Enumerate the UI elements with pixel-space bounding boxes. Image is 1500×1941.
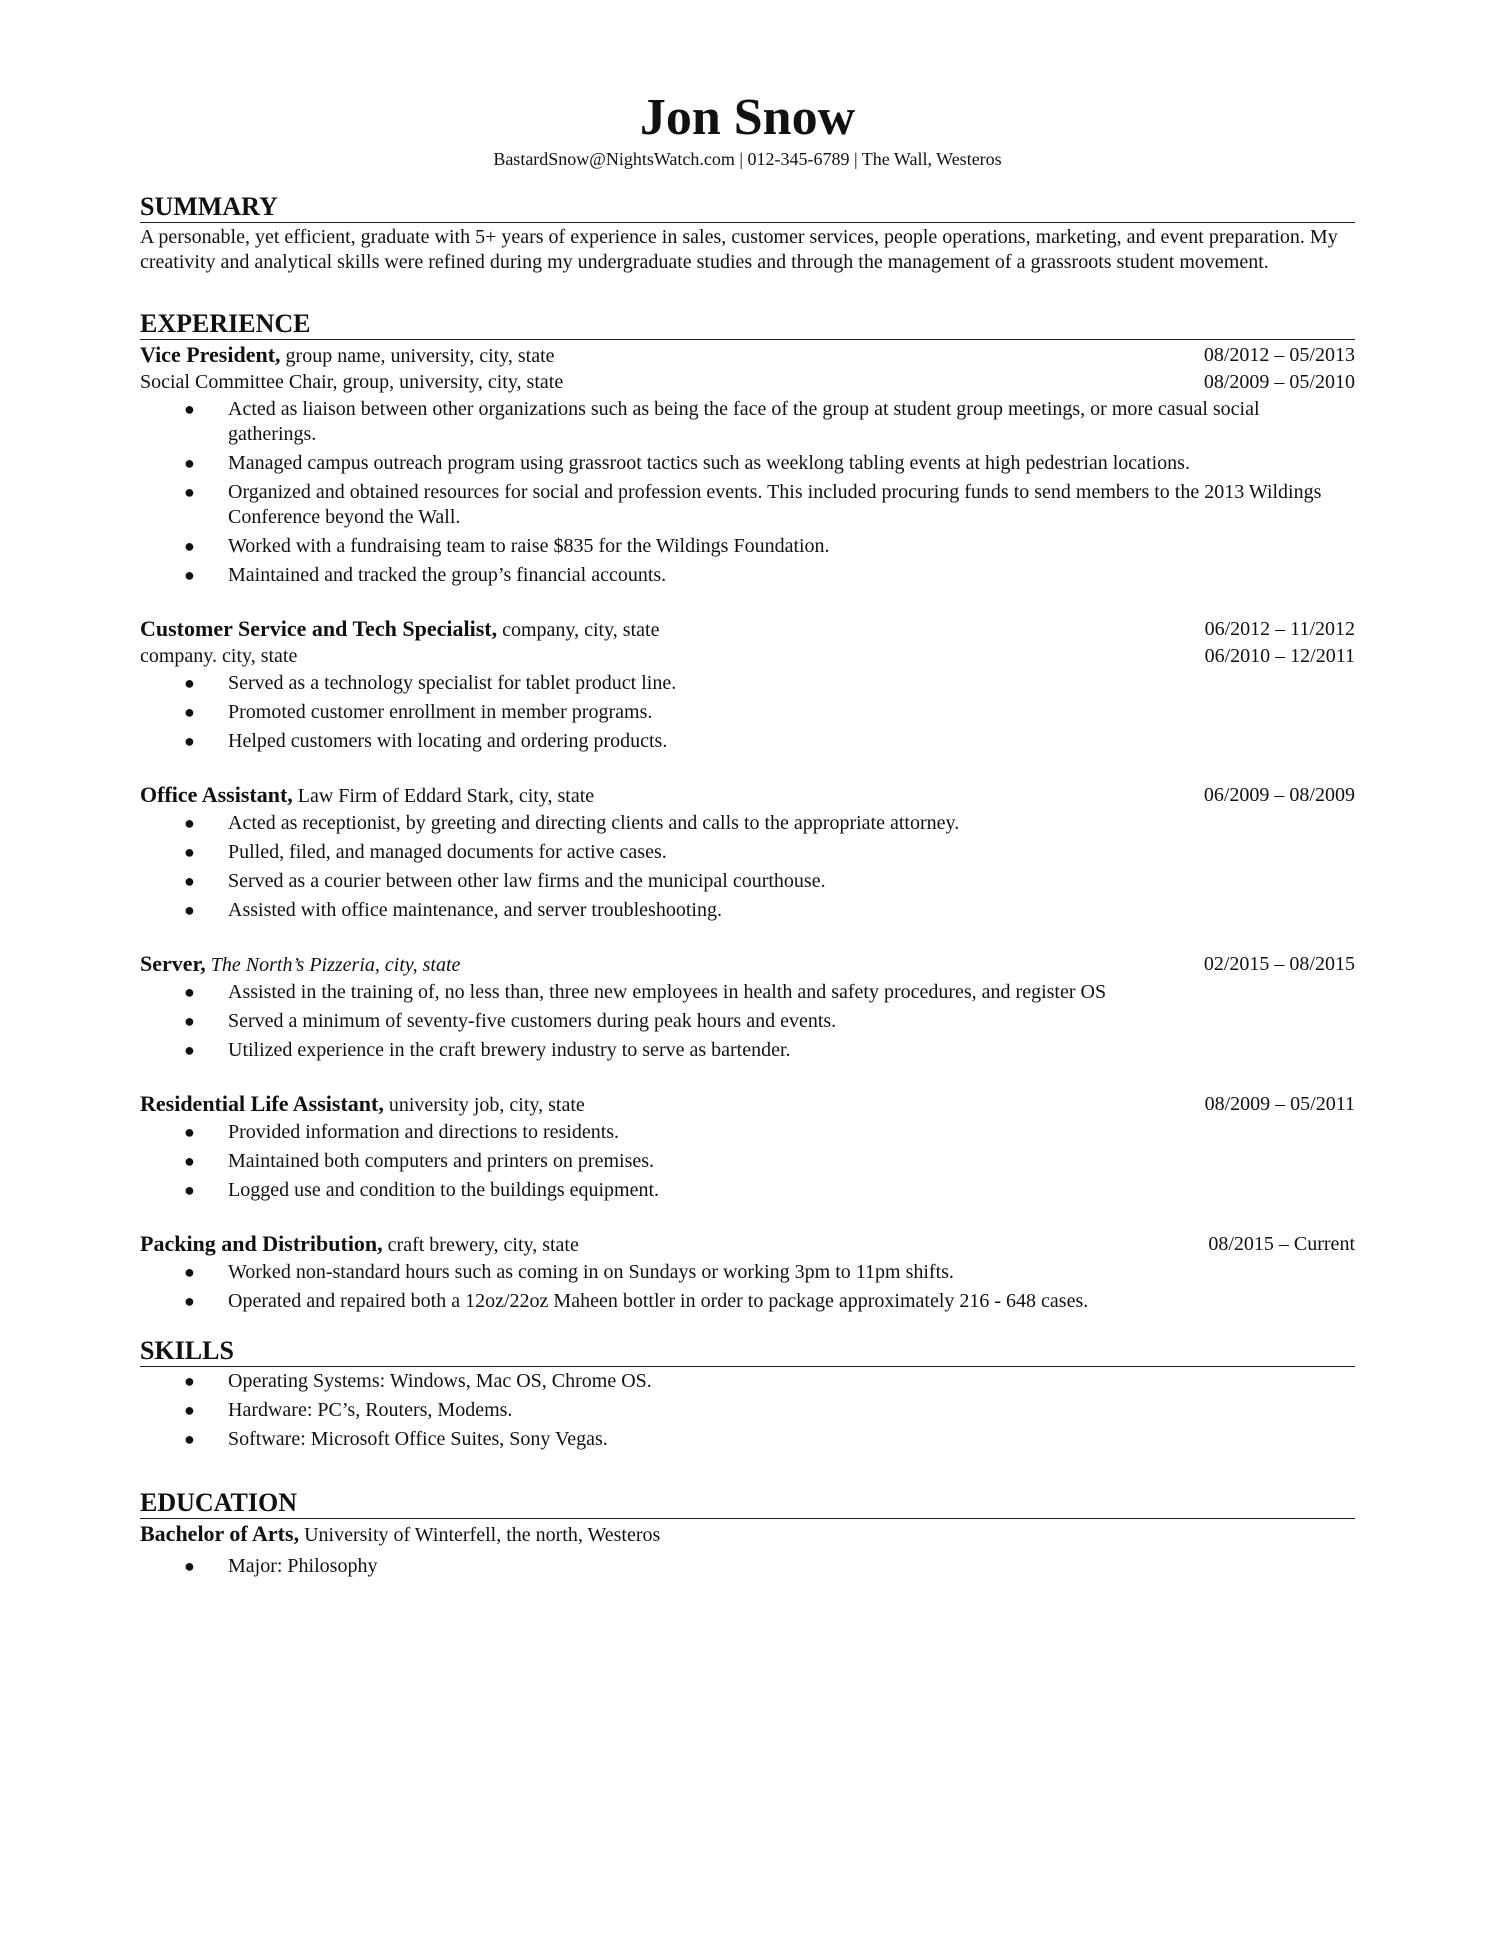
bullet-text: Pulled, filed, and managed documents for active cases. (228, 841, 667, 863)
summary-text: A personable, yet efficient, graduate with 5+ years of experience in sales, customer services, people operations, marketing, and event preparation. My creativity and analytical skills were refined during my undergraduate studies and through the management of a grassroots student movement. (140, 226, 1338, 273)
bullet-text: Acted as liaison between other organizations such as being the face of the group at student group meetings, or more casual social gatherings. (228, 398, 1260, 445)
job-bullets (140, 1120, 1355, 1203)
job-bullets (140, 1260, 1355, 1314)
list-item (140, 397, 1348, 447)
job-list (140, 342, 1355, 1314)
contact-line: BastardSnow@NightsWatch.com | 012-345-6789 | The Wall, Westeros (493, 149, 1002, 169)
job-dates: 02/2015 – 08/2015 (1203, 953, 1355, 975)
list-item (140, 671, 1348, 696)
bullet-icon: ● (184, 1371, 195, 1391)
bullet-icon: ● (184, 842, 195, 862)
bullet-text: Acted as receptionist, by greeting and directing clients and calls to the appropriate attorney. (228, 812, 960, 834)
job-header-row (140, 951, 1355, 978)
job-org: craft brewery, city, state (382, 1234, 579, 1256)
list-item (140, 869, 1348, 894)
bullet-text: Served as a courier between other law firms and the municipal courthouse. (228, 870, 826, 892)
list-item (140, 898, 1348, 923)
bullet-text: Assisted in the training of, no less than, three new employees in health and safety procedures, and register OS (228, 981, 1107, 1003)
bullet-icon: ● (184, 982, 195, 1002)
job-title: Customer Service and Tech Specialist, (140, 616, 498, 641)
job-title-line (140, 1091, 585, 1118)
job-bullets (140, 811, 1355, 923)
bullet-icon: ● (184, 900, 195, 920)
bullet-icon: ● (184, 1122, 195, 1142)
list-item (140, 480, 1348, 530)
list-item (140, 1369, 1348, 1394)
list-item (140, 840, 1348, 865)
job-title-line (140, 1231, 579, 1258)
bullet-icon: ● (184, 731, 195, 751)
job-title: Residential Life Assistant, (140, 1091, 384, 1116)
job-header-row (140, 616, 1355, 643)
job-subdates: 08/2009 – 05/2010 (1203, 371, 1355, 393)
bullet-icon: ● (184, 871, 195, 891)
bullet-icon: ● (184, 1011, 195, 1031)
job-entry (140, 342, 1355, 588)
bullet-icon: ● (184, 1040, 195, 1060)
job-subline: Social Committee Chair, group, university, city, state (140, 371, 564, 393)
resume-page (140, 88, 1355, 1583)
job-dates: 06/2012 – 11/2012 (1204, 618, 1355, 640)
bullet-icon: ● (184, 565, 195, 585)
bullet-text: Worked with a fundraising team to raise $835 for the Wildings Foundation. (228, 535, 830, 557)
list-item (140, 1260, 1348, 1285)
job-bullets (140, 397, 1355, 588)
bullet-text: Promoted customer enrollment in member programs. (228, 701, 653, 723)
job-org: company, city, state (497, 619, 660, 641)
bullet-icon: ● (184, 1429, 195, 1449)
job-bullets (140, 671, 1355, 754)
bullet-icon: ● (184, 1556, 195, 1576)
experience-section (140, 309, 1355, 1314)
list-item (140, 1149, 1348, 1174)
skills-section (140, 1336, 1355, 1452)
job-header-row (140, 342, 1355, 369)
summary-section (140, 192, 1355, 275)
job-title: Packing and Distribution, (140, 1231, 383, 1256)
job-bullets (140, 980, 1355, 1063)
job-org: Law Firm of Eddard Stark, city, state (292, 785, 595, 807)
bullet-icon: ● (184, 1400, 195, 1420)
list-item (140, 563, 1348, 588)
degree-line (140, 1521, 660, 1548)
job-subline-row (140, 369, 1355, 395)
education-bullets (140, 1554, 1355, 1579)
job-entry (140, 1231, 1355, 1314)
bullet-text: Logged use and condition to the buildings equipment. (228, 1179, 660, 1201)
job-dates: 06/2009 – 08/2009 (1203, 784, 1355, 806)
job-subline-row (140, 643, 1355, 669)
list-item (140, 1398, 1348, 1423)
education-heading: EDUCATION (140, 1488, 1355, 1519)
job-entry (140, 616, 1355, 754)
job-header-row (140, 782, 1355, 809)
job-title-line (140, 782, 594, 809)
school-name: University of Winterfell, the north, Westeros (299, 1524, 661, 1546)
bullet-text: Provided information and directions to residents. (228, 1121, 620, 1143)
degree-title: Bachelor of Arts, (140, 1521, 300, 1546)
list-item (140, 1038, 1348, 1063)
job-subdates: 06/2010 – 12/2011 (1204, 645, 1355, 667)
skills-heading: SKILLS (140, 1336, 1355, 1367)
bullet-text: Worked non-standard hours such as coming in on Sundays or working 3pm to 11pm shifts. (228, 1261, 954, 1283)
bullet-text: Served as a technology specialist for tablet product line. (228, 672, 677, 694)
bullet-text: Maintained and tracked the group’s financial accounts. (228, 564, 667, 586)
summary-heading: SUMMARY (140, 192, 1355, 223)
list-item (140, 1009, 1348, 1034)
list-item (140, 1427, 1348, 1452)
job-org: The North’s Pizzeria, city, state (205, 954, 461, 976)
list-item (140, 700, 1348, 725)
job-entry (140, 1091, 1355, 1203)
bullet-text: Managed campus outreach program using grassroot tactics such as weeklong tabling events at high pedestrian locations. (228, 452, 1190, 474)
experience-heading: EXPERIENCE (140, 309, 1355, 340)
list-item (140, 1178, 1348, 1203)
bullet-text: Operating Systems: Windows, Mac OS, Chrome OS. (228, 1370, 652, 1392)
bullet-icon: ● (184, 1262, 195, 1282)
bullet-text: Major: Philosophy (228, 1555, 378, 1577)
job-title: Office Assistant, (140, 782, 293, 807)
list-item (140, 1120, 1348, 1145)
job-title-line (140, 951, 460, 978)
job-org: group name, university, city, state (280, 345, 555, 367)
job-title: Server, (140, 951, 206, 976)
bullet-icon: ● (184, 453, 195, 473)
skills-list (140, 1369, 1355, 1452)
bullet-text: Assisted with office maintenance, and server troubleshooting. (228, 899, 722, 921)
bullet-text: Operated and repaired both a 12oz/22oz Maheen bottler in order to package approximately 216 - 648 cases. (228, 1290, 1089, 1312)
bullet-icon: ● (184, 1291, 195, 1311)
bullet-icon: ● (184, 399, 195, 419)
bullet-text: Software: Microsoft Office Suites, Sony Vegas. (228, 1428, 608, 1450)
job-entry (140, 951, 1355, 1063)
bullet-text: Hardware: PC’s, Routers, Modems. (228, 1399, 513, 1421)
job-subline: company. city, state (140, 645, 298, 667)
job-title-line (140, 342, 555, 369)
list-item (140, 811, 1348, 836)
education-section (140, 1488, 1355, 1579)
bullet-icon: ● (184, 1151, 195, 1171)
job-header-row (140, 1091, 1355, 1118)
list-item (140, 534, 1348, 559)
list-item (140, 1289, 1348, 1314)
job-dates: 08/2015 – Current (1208, 1233, 1355, 1255)
bullet-text: Maintained both computers and printers on premises. (228, 1150, 655, 1172)
list-item (140, 729, 1348, 754)
bullet-icon: ● (184, 813, 195, 833)
job-org: university job, city, state (383, 1094, 585, 1116)
bullet-text: Utilized experience in the craft brewery industry to serve as bartender. (228, 1039, 791, 1061)
bullet-text: Served a minimum of seventy-five customers during peak hours and events. (228, 1010, 837, 1032)
job-header-row (140, 1231, 1355, 1258)
list-item (140, 451, 1348, 476)
bullet-text: Helped customers with locating and ordering products. (228, 730, 668, 752)
candidate-name: Jon Snow (639, 89, 856, 146)
bullet-text: Organized and obtained resources for social and profession events. This included procuring funds to send members to the 2013 Wildings Conference beyond the Wall. (228, 481, 1322, 528)
bullet-icon: ● (184, 482, 195, 502)
job-entry (140, 782, 1355, 923)
degree-row (140, 1521, 1355, 1548)
list-item (140, 1554, 1348, 1579)
bullet-icon: ● (184, 673, 195, 693)
list-item (140, 980, 1348, 1005)
bullet-icon: ● (184, 702, 195, 722)
job-dates: 08/2009 – 05/2011 (1204, 1093, 1355, 1115)
job-dates: 08/2012 – 05/2013 (1203, 344, 1355, 366)
job-title: Vice President, (140, 342, 281, 367)
job-title-line (140, 616, 659, 643)
bullet-icon: ● (184, 1180, 195, 1200)
bullet-icon: ● (184, 536, 195, 556)
